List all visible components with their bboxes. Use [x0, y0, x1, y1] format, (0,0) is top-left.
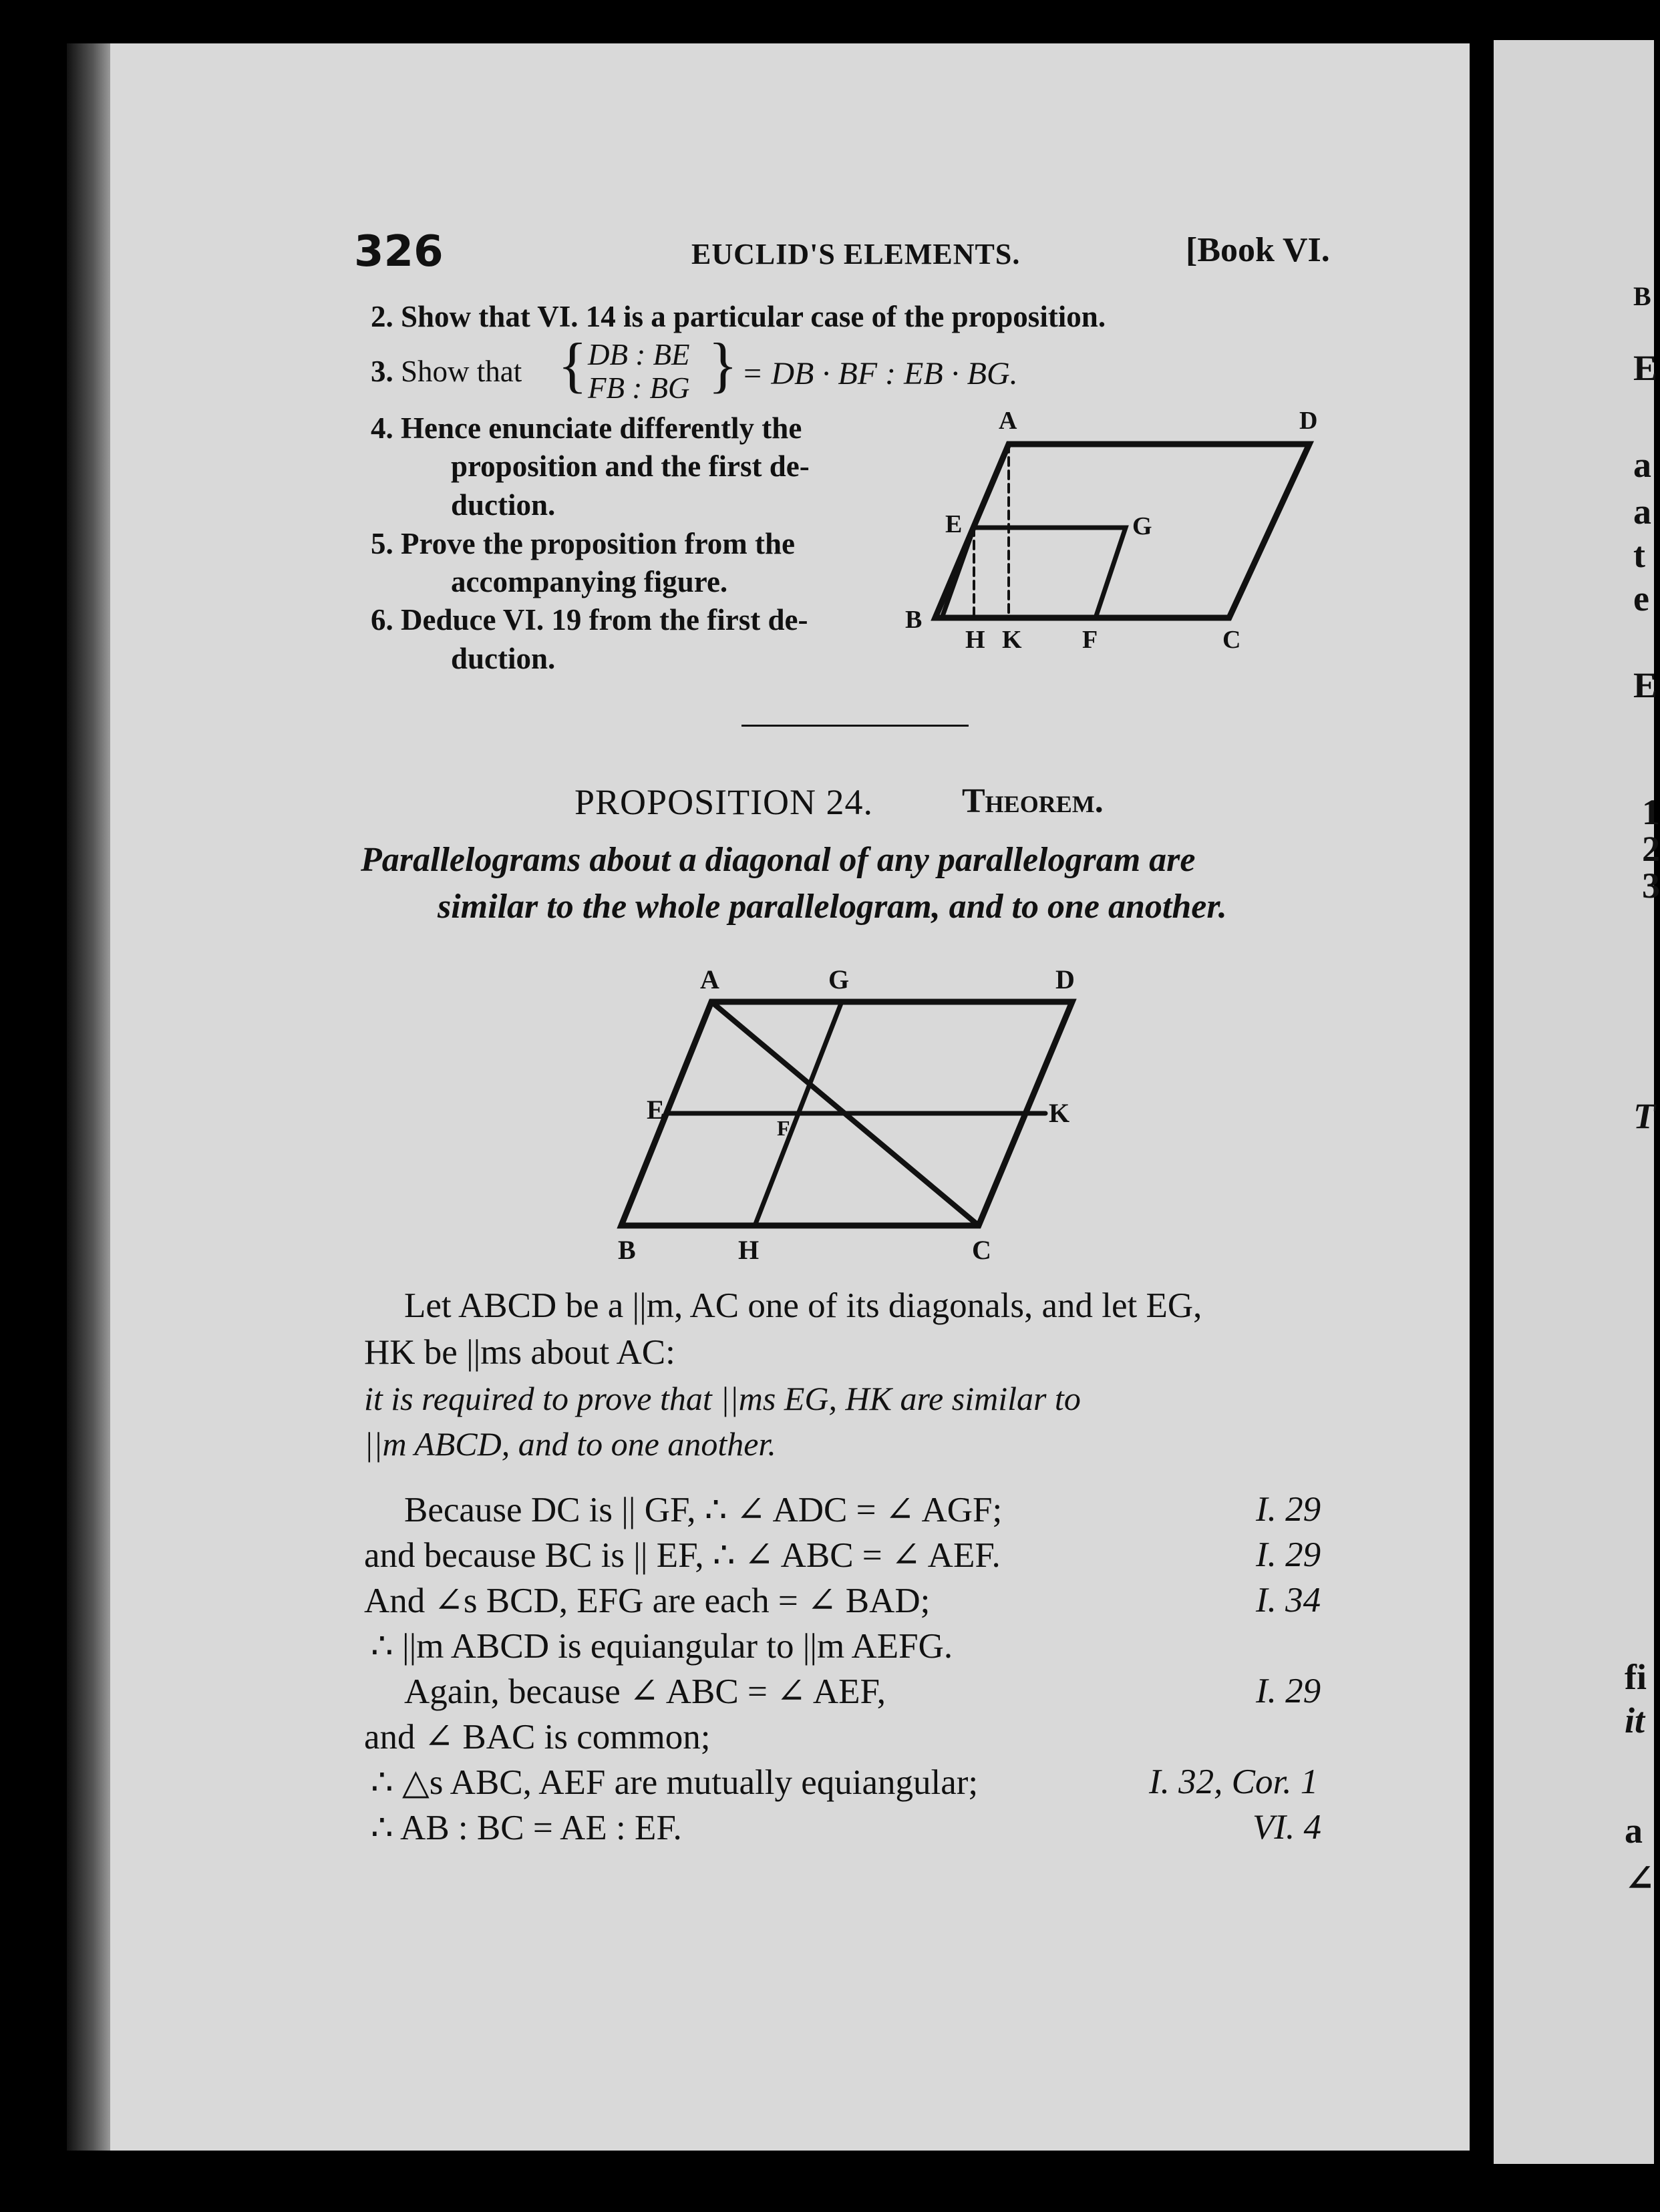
exercise-text: Deduce VI. 19 from the first de- — [401, 603, 808, 636]
exercise-number: 6. — [371, 603, 393, 636]
book-label: [Book VI. — [1186, 231, 1330, 269]
facing-fragment: a — [1633, 445, 1651, 485]
fig1-label: G — [1132, 512, 1152, 540]
fig2-label: K — [1049, 1098, 1070, 1128]
exercise-6 — [371, 602, 808, 637]
fig2-label: B — [618, 1235, 636, 1265]
exercise-figure — [895, 401, 1363, 661]
exercise-4-line3: duction. — [451, 488, 556, 522]
proposition-title: PROPOSITION 24. — [574, 782, 874, 822]
enunciation-line1: Parallelograms about a diagonal of any parallelogram are — [361, 841, 1196, 879]
proof-reference: VI. 4 — [1253, 1808, 1322, 1847]
fig2-label: G — [828, 964, 850, 994]
running-title: EUCLID'S ELEMENTS. — [691, 238, 1021, 270]
fig1-label: E — [945, 510, 963, 538]
fig2-label: E — [647, 1095, 665, 1125]
ratio-bottom: FB : BG — [588, 371, 690, 405]
proof-step: and because BC is || EF, ∴ ∠ ABC = ∠ AEF. — [364, 1536, 1001, 1575]
facing-fragment: ∠ — [1625, 1859, 1655, 1899]
facing-fragment: B — [1633, 281, 1651, 311]
fig2-label: H — [738, 1235, 760, 1265]
fig1-label: D — [1299, 407, 1318, 435]
right-brace: } — [708, 331, 738, 399]
section-divider — [741, 725, 969, 727]
proof-step: Because DC is || GF, ∴ ∠ ADC = ∠ AGF; — [404, 1491, 1003, 1529]
fig1-label: H — [965, 626, 985, 654]
proof-statement-line2: HK be ||ms about AC: — [364, 1333, 675, 1372]
ratio-rhs: = DB · BF : EB · BG. — [741, 356, 1018, 391]
proof-step: Again, because ∠ ABC = ∠ AEF, — [404, 1672, 886, 1711]
facing-fragment: a — [1625, 1811, 1643, 1851]
proof-step: And ∠s BCD, EFG are each = ∠ BAD; — [364, 1582, 931, 1620]
binding-shadow — [67, 43, 110, 2151]
exercise-number: 2. — [371, 300, 393, 333]
inner-parallelogram — [942, 528, 1126, 618]
exercise-number: 5. — [371, 527, 393, 560]
proof-statement-line1: Let ABCD be a ||m, AC one of its diagonals, and let EG, — [404, 1286, 1202, 1325]
required-line1: it is required to prove that ||ms EG, HK are similar to — [364, 1380, 1081, 1417]
facing-fragment: fi — [1625, 1657, 1647, 1697]
facing-fragment: E — [1633, 348, 1658, 388]
proof-reference: I. 29 — [1256, 1672, 1321, 1710]
proof-step: ∴ △s ABC, AEF are mutually equiangular; — [371, 1763, 979, 1802]
exercise-5 — [371, 526, 795, 561]
facing-fragment: 3 — [1642, 866, 1660, 906]
facing-fragment: e — [1633, 578, 1649, 618]
exercise-text: Hence enunciate differently the — [401, 411, 802, 445]
fig1-label: A — [999, 407, 1017, 435]
proof-reference: I. 29 — [1256, 1490, 1321, 1529]
facing-fragment: it — [1625, 1700, 1645, 1740]
exercise-3 — [371, 354, 522, 389]
page-gutter — [1470, 0, 1494, 2212]
exercise-number: 3. — [371, 355, 393, 388]
fig1-label: C — [1222, 626, 1241, 654]
proof-step: ∴ AB : BC = AE : EF. — [371, 1809, 682, 1847]
facing-fragment: a — [1633, 492, 1651, 532]
fig2-label: C — [972, 1235, 991, 1265]
exercise-number: 4. — [371, 411, 393, 445]
exercise-4-line2: proposition and the first de- — [451, 449, 810, 483]
facing-fragment: 1 — [1642, 792, 1660, 832]
exercise-5-line2: accompanying figure. — [451, 565, 728, 598]
fig2-label: A — [700, 964, 719, 994]
exercise-text: Prove the proposition from the — [401, 527, 795, 560]
proof-step: ∴ ||m ABCD is equiangular to ||m AEFG. — [371, 1627, 953, 1666]
required-line2: ||m ABCD, and to one another. — [364, 1425, 776, 1463]
facing-fragment: E — [1633, 665, 1658, 705]
fig1-label: B — [905, 606, 923, 634]
exercise-lead: Show that — [401, 355, 522, 388]
fig2-label: F — [777, 1116, 790, 1140]
facing-fragment: T — [1633, 1096, 1655, 1136]
facing-fragment: 2 — [1642, 829, 1660, 869]
fig1-label: F — [1082, 626, 1098, 654]
proof-reference: I. 32, Cor. 1 — [1149, 1763, 1319, 1801]
proposition-figure — [601, 952, 1109, 1266]
page-number: 326 — [354, 227, 444, 276]
left-brace: { — [558, 331, 588, 399]
exercise-6-line2: duction. — [451, 642, 556, 675]
proof-reference: I. 34 — [1256, 1581, 1321, 1620]
fig1-label: K — [1002, 626, 1022, 654]
fig2-label: D — [1055, 964, 1075, 994]
exercise-4 — [371, 411, 802, 445]
proof-step: and ∠ BAC is common; — [364, 1718, 711, 1757]
proposition-kind: Theorem. — [962, 782, 1104, 820]
ratio-top: DB : BE — [588, 338, 690, 371]
exercise-text: Show that VI. 14 is a particular case of the proposition. — [401, 300, 1106, 333]
proof-reference: I. 29 — [1256, 1535, 1321, 1574]
facing-fragment: t — [1633, 535, 1645, 575]
enunciation-line2: similar to the whole parallelogram, and to one another. — [438, 888, 1227, 926]
exercise-2 — [371, 299, 1106, 334]
